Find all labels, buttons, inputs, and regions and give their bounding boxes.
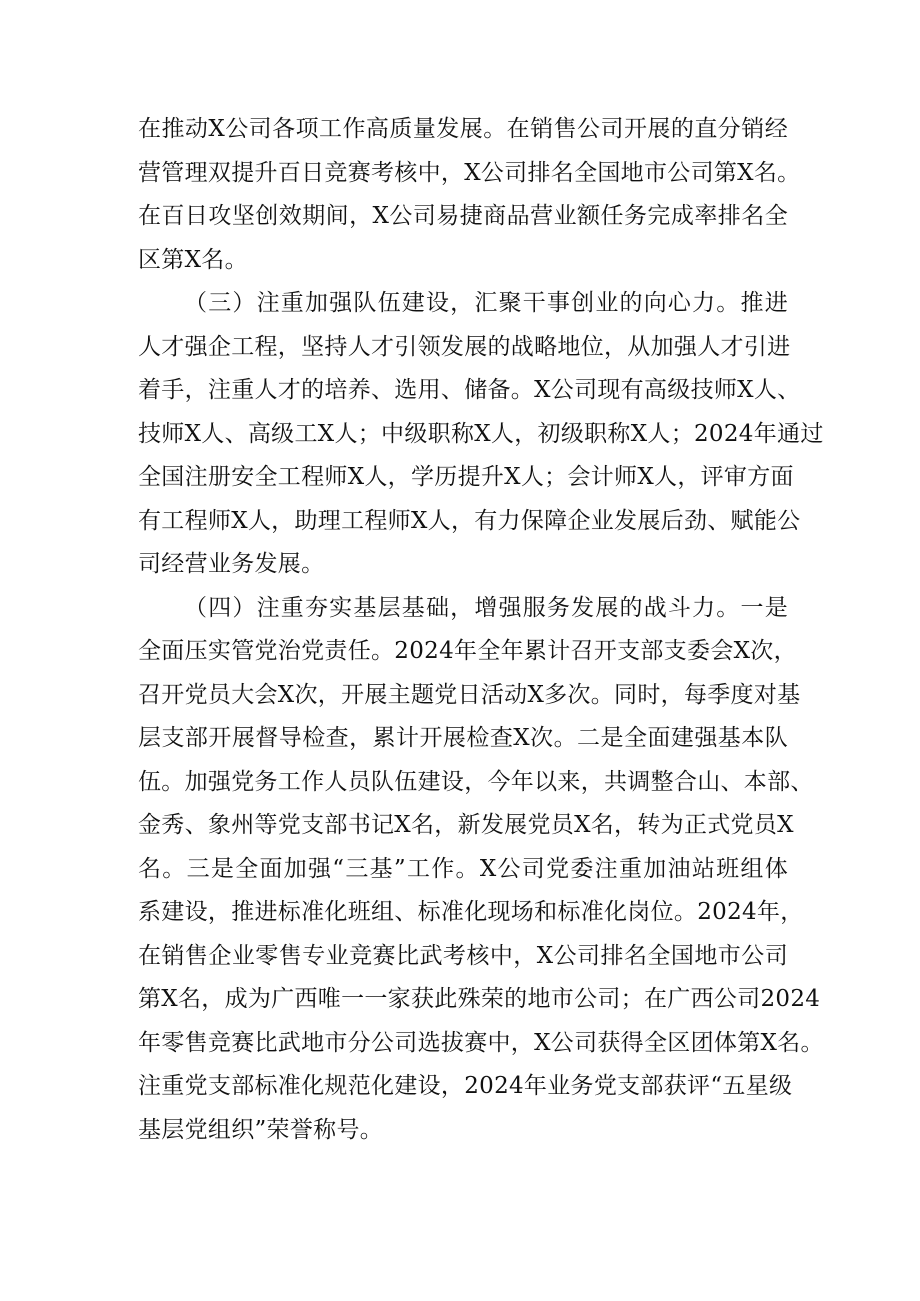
text-line: 人才强企工程，坚持人才引领发展的战略地位，从加强人才引进 bbox=[138, 333, 791, 360]
text-line: 营管理双提升百日竞赛考核中，X公司排名全国地市公司第X名。 bbox=[138, 159, 801, 186]
text-line: 司经营业务发展。 bbox=[138, 551, 325, 577]
paragraph-team-building bbox=[138, 282, 824, 587]
text-line: （三）注重加强队伍建设，汇聚干事创业的向心力。推进 bbox=[184, 290, 788, 316]
text-line: 注重党支部标准化规范化建设，2024年业务党支部获评“五星级 bbox=[138, 1073, 793, 1099]
text-line: 在百日攻坚创效期间，X公司易捷商品营业额任务完成率排名全 bbox=[138, 203, 788, 229]
text-line: 伍。加强党务工作人员队伍建设，今年以来，共调整合山、本部、 bbox=[138, 768, 814, 795]
text-line: 全面压实管党治党责任。2024年全年累计召开支部支委会X次， bbox=[138, 638, 797, 664]
paragraph-grassroots bbox=[138, 587, 824, 1153]
text-line: 区第X名。 bbox=[138, 246, 248, 273]
text-line: 基层党组织”荣誉称号。 bbox=[138, 1116, 384, 1143]
text-line: 名。三是全面加强“三基”工作。X公司党委注重加油站班组体 bbox=[138, 855, 788, 882]
text-line: 系建设，推进标准化班组、标准化现场和标准化岗位。2024年， bbox=[138, 899, 804, 925]
text-line: 层支部开展督导检查，累计开展检查X次。二是全面建强基本队 bbox=[138, 725, 788, 751]
text-line: 金秀、象州等党支部书记X名，新发展党员X名，转为正式党员X bbox=[138, 812, 794, 838]
paragraph-continuation bbox=[138, 108, 801, 282]
text-line: 召开党员大会X次，开展主题党日活动X多次。同时，每季度对基 bbox=[138, 681, 801, 708]
document-body bbox=[138, 108, 824, 1152]
text-line: 第X名，成为广西唯一一家获此殊荣的地市公司；在广西公司2024 bbox=[138, 986, 821, 1012]
text-line: 着手，注重人才的培养、选用、储备。X公司现有高级技师X人、 bbox=[138, 377, 801, 403]
text-line: 在销售企业零售专业竞赛比武考核中，X公司排名全国地市公司 bbox=[138, 942, 788, 969]
text-line: 全国注册安全工程师X人，学历提升X人；会计师X人，评审方面 bbox=[138, 464, 794, 490]
text-line: 有工程师X人，助理工程师X人，有力保障企业发展后劲、赋能公 bbox=[138, 507, 801, 534]
text-line: 在推动X公司各项工作高质量发展。在销售公司开展的直分销经 bbox=[138, 116, 788, 142]
text-line: （四）注重夯实基层基础，增强服务发展的战斗力。一是 bbox=[184, 594, 788, 621]
text-line: 年零售竞赛比武地市分公司选拔赛中，X公司获得全区团体第X名。 bbox=[138, 1029, 824, 1056]
text-line: 技师X人、高级工X人；中级职称X人，初级职称X人；2024年通过 bbox=[138, 420, 824, 447]
